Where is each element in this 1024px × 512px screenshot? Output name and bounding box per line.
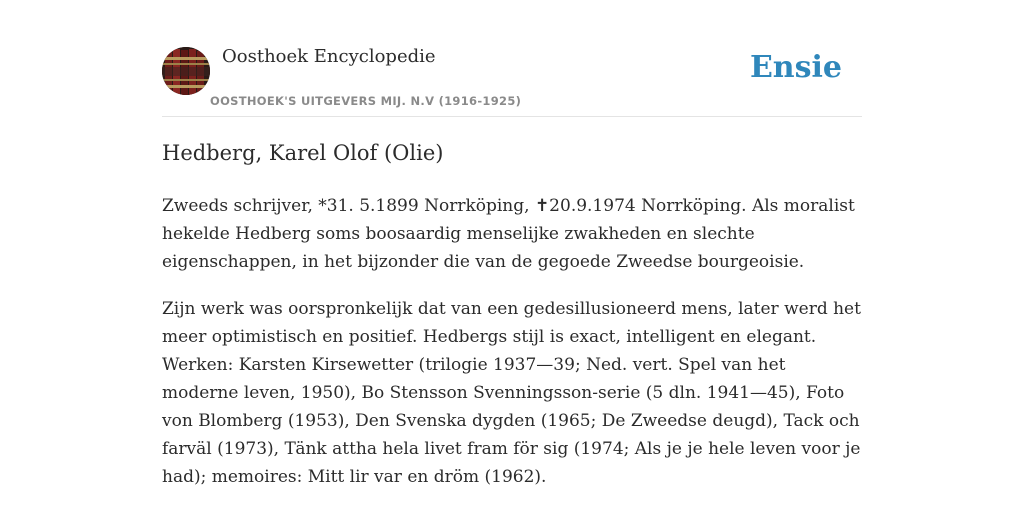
article-paragraph: Zijn werk was oorspronkelijk dat van een gedesillusioneerd mens, later werd het meer optimistisch en positief. Hedbergs stijl is exact, intelligent en elegant. Werken: Karsten Kirsewetter (trilogie 1937—39; Ned. vert. Spel van het moderne leven, 1950), Bo Stensson Svenningsson-serie (5 dln. 1941—45), Foto von Blomberg (1953), Den Svenska dygden (1965; De Zweedse deugd), Tack och farväl (1973), Tänk attha hela livet fram för sig (1974; Als je je hele leven voor je had); memoires: Mitt lir var en dröm (1962).	[162, 299, 861, 487]
article-body	[162, 192, 862, 510]
encyclopedia-books-icon	[162, 47, 210, 95]
article-paragraph: Zweeds schrijver, *31. 5.1899 Norrköping, ✝20.9.1974 Norrköping. Als moralist hekelde Hedberg soms boosaardig menselijke zwakheden en slechte eigenschappen, in het bijzonder die van de gegoede Zweedse bourgeoisie.	[162, 196, 855, 272]
ensie-logo-link[interactable]: Ensie	[749, 50, 842, 85]
site-name[interactable]: Oosthoek Encyclopedie	[222, 46, 436, 67]
publisher-name: OOSTHOEK'S UITGEVERS MIJ. N.V (1916-1925)	[210, 94, 522, 108]
article-title: Hedberg, Karel Olof (Olie)	[162, 141, 444, 165]
article-header	[162, 46, 862, 117]
